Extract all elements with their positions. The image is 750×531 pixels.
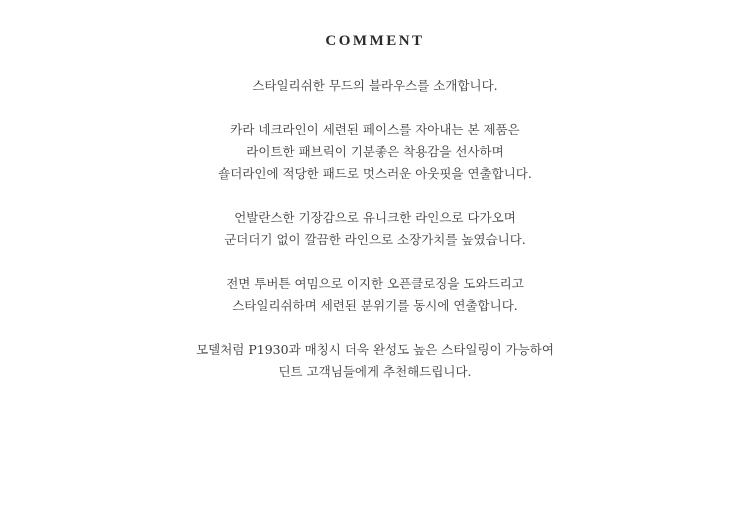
paragraph-5-line-1: 모델처럼 P1930과 매칭시 더욱 완성도 높은 스타일링이 가능하여 bbox=[196, 342, 554, 357]
paragraph-2-line-2: 라이트한 패브릭이 기분좋은 착용감을 선사하며 bbox=[246, 144, 504, 159]
paragraph-2-line-3: 숄더라인에 적당한 패드로 멋스러운 아웃핏을 연출합니다. bbox=[218, 166, 532, 181]
section-title: COMMENT bbox=[325, 33, 425, 49]
paragraph-4-line-1: 전면 투버튼 여밈으로 이지한 오픈클로징을 도와드리고 bbox=[226, 276, 524, 291]
paragraph-4-line-2: 스타일리쉬하며 세련된 분위기를 동시에 연출합니다. bbox=[232, 298, 518, 313]
paragraph-3-line-1: 언발란스한 기장감으로 유니크한 라인으로 다가오며 bbox=[234, 210, 516, 225]
paragraph-3-line-2: 군더더기 없이 깔끔한 라인으로 소장가치를 높였습니다. bbox=[224, 232, 526, 247]
paragraph-2-line-1: 카라 네크라인이 세련된 페이스를 자아내는 본 제품은 bbox=[230, 122, 520, 137]
paragraph-5-line-2: 딘트 고객님들에게 추천해드립니다. bbox=[278, 364, 472, 379]
intro-line: 스타일리쉬한 무드의 블라우스를 소개합니다. bbox=[252, 78, 498, 93]
